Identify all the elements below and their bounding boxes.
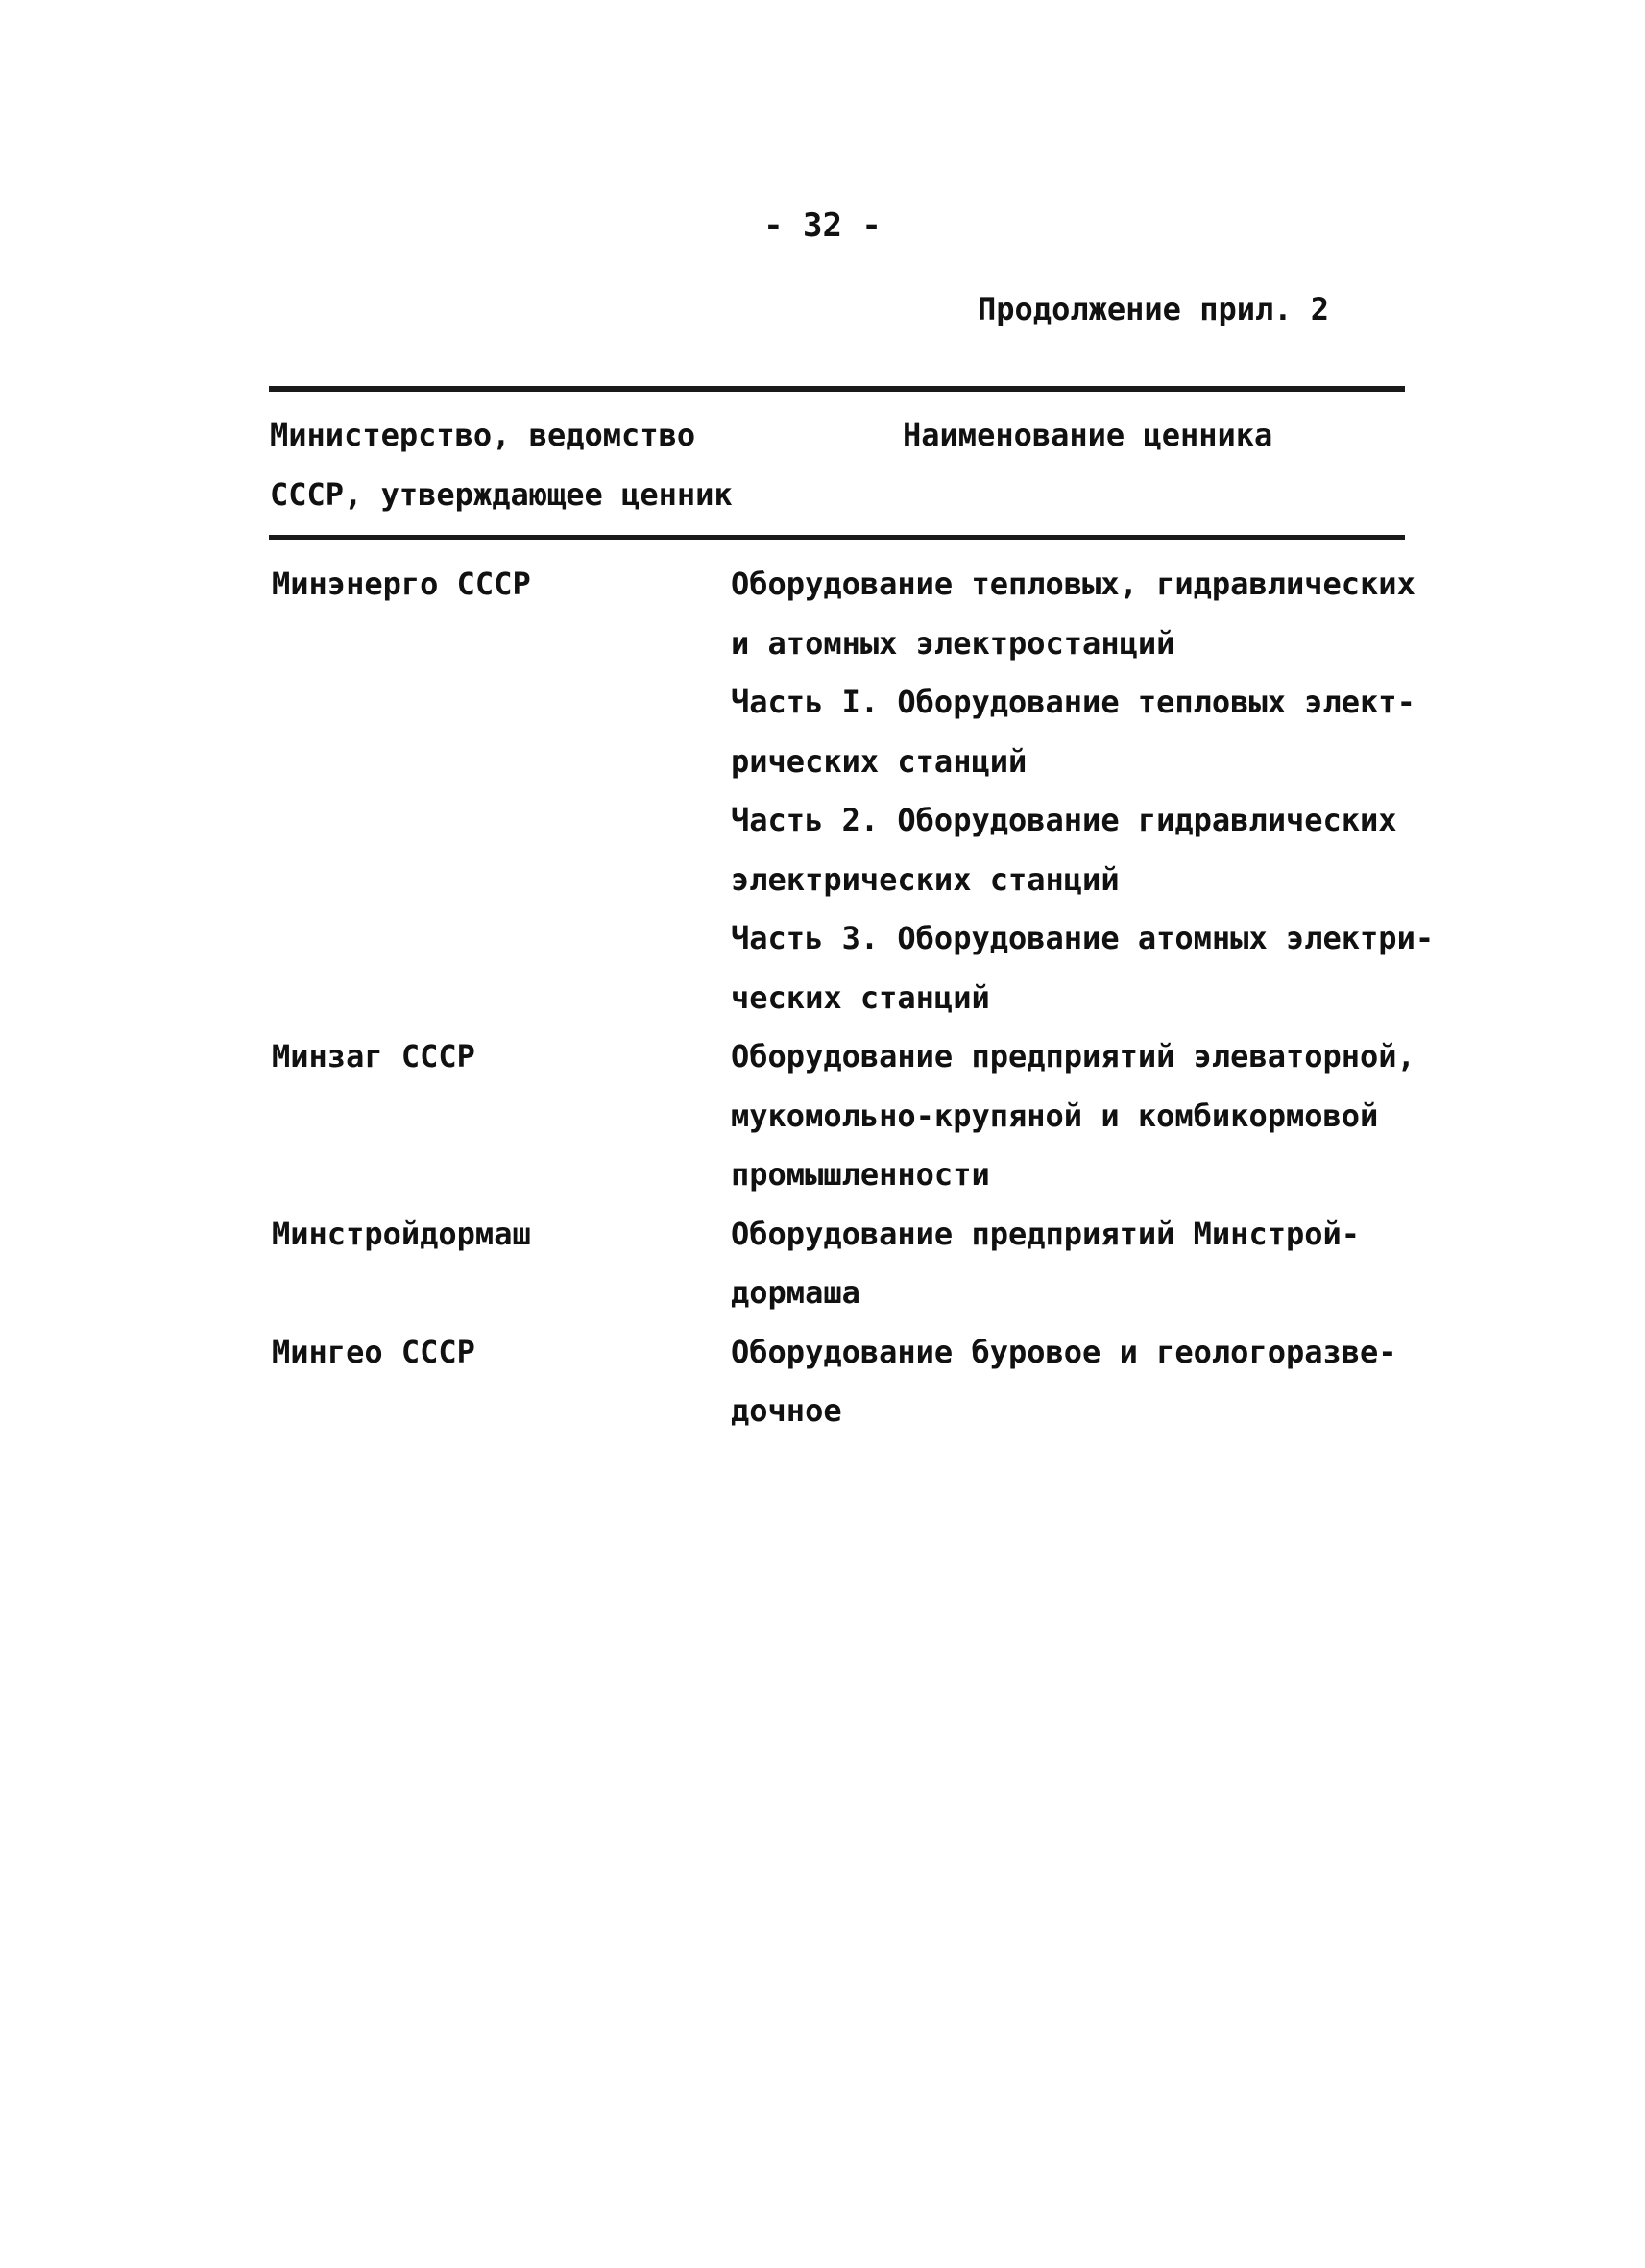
name-line: ческих станций [731, 978, 990, 1016]
name-cell [731, 1323, 1415, 1441]
name-line: промышленности [731, 1156, 990, 1193]
header-bottom-rule [269, 535, 1405, 540]
name-cell [731, 1027, 1415, 1205]
name-line: Часть I. Оборудование тепловых элект- [731, 684, 1415, 720]
name-line: и атомных электростанций [731, 624, 1175, 662]
name-line: Оборудование буровое и геологоразве- [731, 1333, 1397, 1370]
ministry-cell: Минзаг СССР [272, 1038, 475, 1074]
name-line: дочное [731, 1392, 842, 1429]
name-line: мукомольно-крупяной и комбикормовой [731, 1097, 1379, 1134]
name-line: Часть 3. Оборудование атомных электри- [731, 920, 1435, 956]
table-body [272, 555, 1435, 1441]
header-ministry-line1: Министерство, ведомство [270, 417, 696, 453]
header-name: Наименование ценника [903, 417, 1273, 453]
header-ministry [270, 405, 750, 524]
name-line: электрических станций [731, 860, 1120, 898]
ministry-cell: Мингео СССР [272, 1333, 475, 1370]
name-line: дормаша [731, 1274, 860, 1311]
name-line: Оборудование предприятий элеваторной, [731, 1038, 1415, 1074]
ministry-cell: Минстройдормаш [272, 1215, 531, 1252]
page-number: - 32 - [763, 206, 882, 245]
ministry-cell: Минэнерго СССР [272, 566, 531, 602]
header-ministry-line2: СССР, утверждающее ценник [270, 476, 733, 513]
name-line: Оборудование тепловых, гидравлических [731, 566, 1415, 602]
name-cell [731, 555, 1434, 1027]
continuation-label: Продолжение прил. 2 [978, 291, 1330, 327]
table-row [272, 555, 1435, 1027]
table-row [272, 1323, 1415, 1441]
table-top-rule [269, 386, 1405, 392]
table-row [272, 1205, 1415, 1323]
name-line: Часть 2. Оборудование гидравлических [731, 802, 1397, 838]
name-line: Оборудование предприятий Минстрой- [731, 1215, 1361, 1252]
table-row [272, 1027, 1415, 1205]
name-cell [731, 1205, 1415, 1323]
name-line: рических станций [731, 742, 1028, 780]
